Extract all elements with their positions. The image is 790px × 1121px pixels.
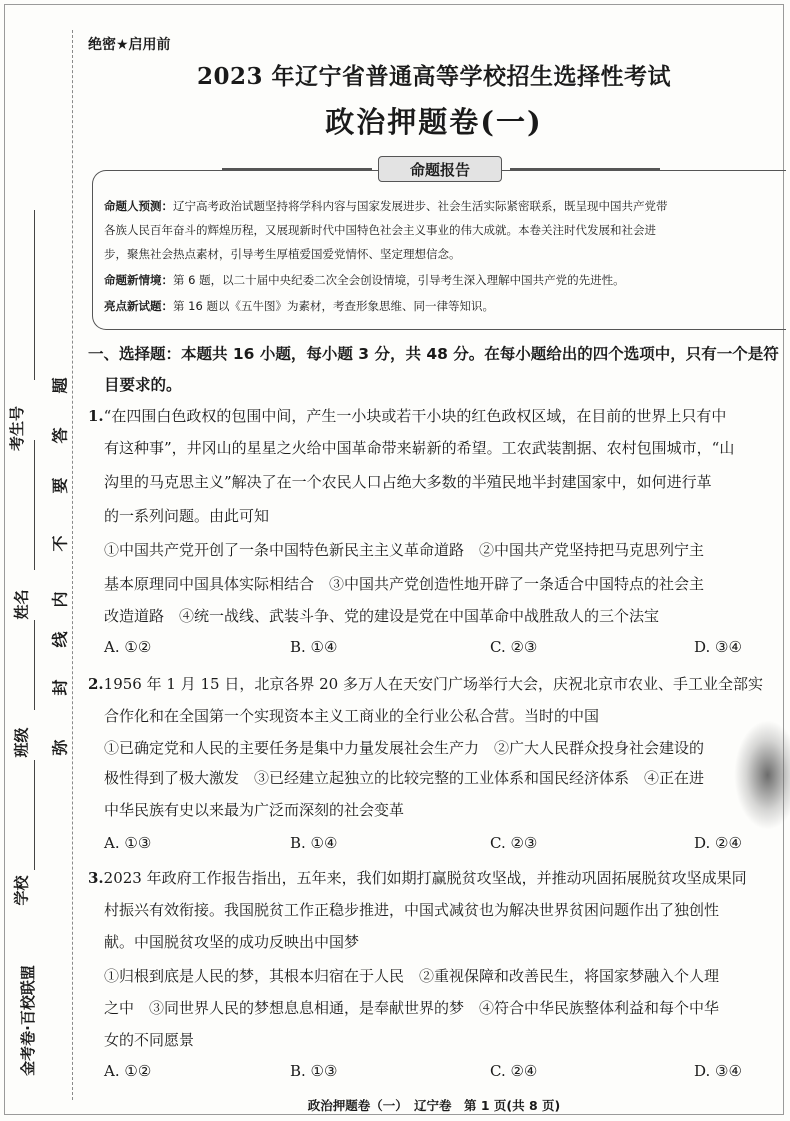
- question-1-line: ①中国共产党开创了一条中国特色新民主主义革命道路 ②中国共产党坚持把马克思列宁主: [104, 541, 705, 559]
- page-footer: 政治押题卷（一） 辽宁卷 第 1 页(共 8 页): [307, 1098, 561, 1113]
- secret-label: 绝密★启用前: [88, 37, 171, 53]
- report-decoration-right: [510, 168, 660, 170]
- exam-subtitle: 政治押题卷(一): [325, 105, 543, 139]
- seal-line: [72, 30, 73, 1100]
- question-1-line: 1.“在四围白色政权的包围中间，产生一小块或若干小块的红色政权区域，在目前的世界上只有中: [88, 407, 727, 425]
- seal-char: 弥: [50, 739, 70, 756]
- report-line: 命题新情境：第 6 题，以二十届中央纪委二次全会创设情境，引导考生深入理解中国共产党的先进性。: [104, 273, 625, 287]
- seal-char: 线: [50, 631, 70, 648]
- question-1-option-d[interactable]: D. ③④: [694, 638, 742, 656]
- question-2-line: 2.1956 年 1 月 15 日，北京各界 20 多万人在天安门广场举行大会，庆祝北京市农业、手工业全部实: [88, 675, 763, 693]
- report-tag: 命题报告: [378, 156, 502, 182]
- question-1-option-a[interactable]: A. ①②: [104, 638, 152, 656]
- question-3-line: 女的不同愿景: [104, 1031, 195, 1049]
- field-class-line: [34, 620, 35, 710]
- report-line: 步，聚焦社会热点素材，引导考生厚植爱国爱党情怀、坚定理想信念。: [104, 247, 461, 261]
- field-school: 学校: [12, 875, 31, 906]
- question-1-option-b[interactable]: B. ①④: [290, 638, 338, 656]
- question-1-line: 有这种事”，井冈山的星星之火给中国革命带来崭新的希望。工农武装割据、农村包围城市，“山: [104, 439, 735, 457]
- section-heading: 一、选择题：本题共 16 小题，每小题 3 分，共 48 分。在每小题给出的四个选项中，只有一个是符: [88, 345, 779, 363]
- report-line: 命题人预测：辽宁高考政治试题坚持将学科内容与国家发展进步、社会生活实际紧密联系，既呈现中国共产党带: [104, 199, 668, 213]
- question-2-option-b[interactable]: B. ①④: [290, 834, 338, 852]
- seal-char: 不: [50, 535, 70, 552]
- question-2-line: 合作化和在全国第一个实现资本主义工商业的全行业公私合营。当时的中国: [104, 707, 600, 725]
- question-2-option-d[interactable]: D. ②④: [694, 834, 742, 852]
- publisher-label: 金考卷·百校联盟: [18, 965, 37, 1076]
- seal-char: 要: [50, 477, 70, 494]
- question-3-option-d[interactable]: D. ③④: [694, 1062, 742, 1080]
- section-heading-cont: 目要求的。: [104, 376, 182, 394]
- question-2-line: 中华民族有史以来最为广泛而深刻的社会变革: [104, 801, 405, 819]
- question-1-line: 基本原理同中国具体实际相结合 ③中国共产党创造性地开辟了一条适合中国特点的社会主: [104, 575, 705, 593]
- question-3-option-b[interactable]: B. ①③: [290, 1062, 338, 1080]
- field-class: 班级: [12, 727, 31, 758]
- ink-blot: [734, 720, 790, 830]
- seal-char: 封: [50, 679, 70, 696]
- question-3-line: 村振兴有效衔接。我国脱贫工作正稳步推进，中国式减贫也为解决世界贫困问题作出了独创性: [104, 901, 720, 919]
- question-1-option-c[interactable]: C. ②③: [490, 638, 538, 656]
- question-1-line: 沟里的马克思主义”解决了在一个农民人口占绝大多数的半殖民地半封建国家中，如何进行革: [104, 473, 712, 491]
- exam-title: 2023 年辽宁省普通高等学校招生选择性考试: [196, 63, 672, 90]
- seal-char: 内: [50, 591, 70, 608]
- field-school-line: [34, 760, 35, 870]
- question-3-line: 之中 ③同世界人民的梦想息息相通，是奉献世界的梦 ④符合中华民族整体利益和每个中华: [104, 999, 720, 1017]
- field-student-id: 考生号: [8, 405, 27, 452]
- question-2-option-c[interactable]: C. ②③: [490, 834, 538, 852]
- field-name-line: [34, 440, 35, 570]
- field-student-id-line: [34, 210, 35, 380]
- question-2-option-a[interactable]: A. ①③: [104, 834, 152, 852]
- seal-char: 答: [50, 427, 70, 444]
- question-3-option-a[interactable]: A. ①②: [104, 1062, 152, 1080]
- question-1-line: 的一系列问题。由此可知: [104, 507, 270, 525]
- question-3-option-c[interactable]: C. ②④: [490, 1062, 538, 1080]
- report-line: 亮点新试题：第 16 题以《五牛图》为素材，考查形象思维、同一律等知识。: [104, 299, 494, 313]
- field-name: 姓名: [12, 589, 31, 620]
- question-1-line: 改造道路 ④统一战线、武装斗争、党的建设是党在中国革命中战胜敌人的三个法宝: [104, 607, 660, 625]
- seal-char: 题: [50, 377, 70, 394]
- report-decoration-left: [222, 168, 372, 170]
- question-3-line: 3.2023 年政府工作报告指出，五年来，我们如期打赢脱贫攻坚战，并推动巩固拓展脱贫攻坚成果同: [88, 869, 747, 887]
- question-3-line: ①归根到底是人民的梦，其根本归宿在于人民 ②重视保障和改善民生，将国家梦融入个人理: [104, 967, 720, 985]
- question-2-line: ①已确定党和人民的主要任务是集中力量发展社会生产力 ②广大人民群众投身社会建设的: [104, 739, 705, 757]
- report-line: 各族人民百年奋斗的辉煌历程，又展现新时代中国特色社会主义事业的伟大成就。本卷关注时代发展和社会进: [104, 223, 656, 237]
- question-2-line: 极性得到了极大激发 ③已经建立起独立的比较完整的工业体系和国民经济体系 ④正在进: [104, 769, 705, 787]
- question-3-line: 献。中国脱贫攻坚的成功反映出中国梦: [104, 933, 360, 951]
